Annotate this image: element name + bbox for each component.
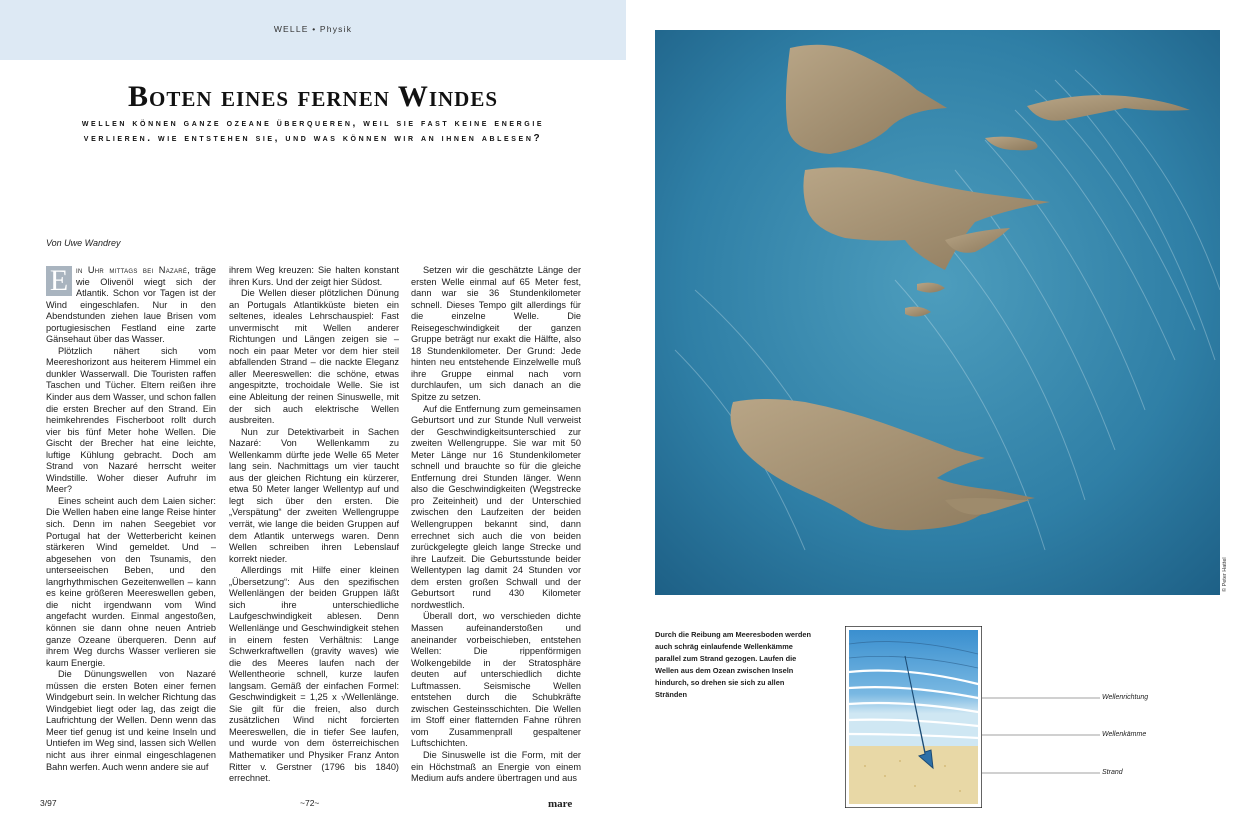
page-number: ~72~	[300, 798, 320, 808]
paragraph: Die Wellen dieser plötzlichen Dünung an Portugals Atlantikküste bieten ein seltenes, ideales Lehrschauspiel: Fast unvermischt mit Wellen anderer Richtungen und Längen zeigen sie – noch ein paar Meter vor dem hier steil abfallenden Strand – die nackte Eleganz aller Meereswellen: die schöne, etwas angespitzte, trochoidale Welle. Sie ist eine Ableitung der reinen Sinuswelle, mit der sich auch elektrische Wellen ausbreiten.	[229, 288, 399, 426]
label-wave-crests: Wellenkämme	[1102, 731, 1147, 738]
paragraph: Die Dünungswellen von Nazaré müssen die ersten Boten einer fernen Windgeburt sein. In welcher Richtung das Windgebiet liegt oder lag, das zeigt die Laufrichtung der Wellen. Denn wenn das Meer tief genug ist und keine Inseln und Untiefen im Weg sind, lassen sich Wellen nicht aus ihrer einmal eingeschlagenen Bahn werfen. Auch wenn andere sie auf	[46, 669, 216, 772]
paragraph: Plötzlich nähert sich vom Meereshorizont aus heiterem Himmel ein dunkler Wasserwall. Die Touristen raffen Taschen und Tücher. Eltern reißen ihre Kinder aus dem Wasser, und schon fallen die ersten Brecher auf den Strand. Ein heimkehrendes Fischerboot rollt durch vier bis fünf Meter hohe Wellen. Die Gischt der Brecher hat eine leichte, luftige Kühlung gebracht. Doch am Strand von Nazaré herrscht weiter Windstille. Woher dieser Aufruhr im Meer?	[46, 345, 216, 495]
text-column-2	[229, 265, 399, 793]
issue-number: 3/97	[40, 798, 57, 808]
paragraph: Die Sinuswelle ist die Form, mit der ein Höchstmaß an Energie von einem Medium aufs andere übertragen und aus	[411, 749, 581, 784]
paragraph: Auf die Entfernung zum gemeinsamen Geburtsort und zur Stunde Null verweist der Geschwindigkeitsunterschied zur zweiten Wellengruppe. Sie war mit 50 Meter Länge nur 16 Stundenkilometer schnell und brauchte so für die gleiche Entfernung drei Stunden länger. Wenn also die Geschwindigkeiten (Wegstrecke pro Zeiteinheit) und der Unterschied zwischen den Laufzeiten der beiden Wellengruppen bekannt sind, dann errechnet sich auch die von beiden zurückgelegte gleich lange Strecke und ihre Laufzeit. Die Geburtsstunde beider Wellentypen lag damit 24 Stunden vor dem ersten großen Schwall und der Geburtsort rund 430 Kilometer nordwestlich.	[411, 403, 581, 610]
wave-diagram-art	[845, 626, 982, 808]
paragraph	[46, 265, 216, 346]
text-column-1	[46, 265, 216, 793]
photo-credit: © Peter Hattel	[1222, 557, 1228, 592]
paragraph: Eines scheint auch dem Laien sicher: Die Wellen haben eine lange Reise hinter sich. Denn im nahen Seegebiet vor Portugal hat der Wetterbericht keinen stärkeren Wind gemeldet. Und – abgesehen von den Tsunamis, den unterseeischen Beben, und den langrhythmischen Gezeitenwellen – kann es keine größeren Meereswellen geben, die nicht irgendwann vom Wind angefacht wurden. Einmal angestoßen, können sie dann ohne neuen Antrieb ganze Ozeane überqueren. Denn auf ihrem Weg durchs Wasser verlieren sie kaum Energie.	[46, 495, 216, 668]
paragraph: Nun zur Detektivarbeit in Sachen Nazaré: Von Wellenkamm zu Wellenkamm dürfte jede Welle 65 Meter lang sein. Nachmittags um vier taucht aus der gleichen Richtung ein kürzerer, etwa 50 Meter langer Wellentyp auf und legt sich über den ersten. Die „Verspätung“ der zweiten Wellengruppe verrät, wie lange die beiden Gruppen auf dem Atlantik unterwegs waren. Denn Wellen schreiben ihren Lebenslauf korrekt nieder.	[229, 426, 399, 564]
byline: Von Uwe Wandrey	[46, 238, 121, 248]
article-title: Boten eines fernen Windes	[127, 80, 499, 113]
drop-cap: E	[46, 266, 72, 296]
paragraph: Überall dort, wo verschieden dichte Massen aufeinanderstoßen und aneinander vorbeischieben, entstehen Wellen: Die rippenförmigen Wolkengebilde in der Stratosphäre deuten auf unterschiedlich dichte Luftmassen. Seismische Wellen entstehen durch die Schubkräfte zwischen Gesteinsschichten. Die Wellen im Stoff einer flatternden Fahne rühren vom Zusammenprall gespaltener Luftschichten.	[411, 611, 581, 749]
section-rubric: WELLE • Physik	[273, 24, 353, 34]
aerial-photo	[655, 30, 1220, 595]
lead-in: in Uhr mittags bei Nazaré,	[76, 265, 191, 275]
aerial-photo-art	[655, 30, 1220, 595]
label-beach: Strand	[1102, 769, 1123, 776]
photo-caption: Durch die Reibung am Meeresboden werden auch schräg einlaufende Wellenkämme parallel zum Strand gezogen. Laufen die Wellen aus dem Ozean zwischen Inseln hindurch, so drehen sie sich zu allen Stränden	[655, 630, 812, 699]
paragraph: Setzen wir die geschätzte Länge der ersten Welle einmal auf 65 Meter fest, dann war sie 36 Stundenkilometer schnell. Dieses Tempo gilt allerdings für die einzelne Welle. Die Reisegeschwindigkeit der ganzen Gruppe beträgt nur exakt die Hälfte, also 18 Stundenkilometer. Der Grund: Jede hinten neu entstehende Einzelwelle muß ihre Gruppe einmal nach vorn durchlaufen, um sich danach an die Spitze zu setzen.	[411, 265, 581, 403]
paragraph: Allerdings mit Hilfe einer kleinen „Übersetzung“: Aus den spezifischen Wellenlängen der beiden Gruppen läßt sich ihre unterschiedliche Laufgeschwindigkeit ablesen. Denn Wellenlänge und Geschwindigkeit stehen in einem festen Verhältnis: Lange Schwerkraftwellen (gravity waves) wie die des Meeres laufen nach der Wellentheorie schnell, kurze laufen langsam. Gemäß der einfachen Formel: Geschwindigkeit = 1,25 x √Wellenlänge. Sie gilt für die freien, also durch zusätzlichen Wind nicht forcierten Meereswellen, die in tiefer See laufen, und wurde von dem österreichischen Mathematiker und Physiker Franz Anton Ritter v. Gerstner (1796 bis 1840) errechnet.	[229, 565, 399, 784]
wave-diagram	[845, 626, 982, 808]
article-dek: wellen können ganze ozeane überqueren, weil sie fast keine energie verlieren. wie entstehen sie, und was können wir an ihnen ablesen?	[81, 118, 545, 144]
magazine-logo: mare	[548, 798, 573, 810]
label-wave-direction: Wellenrichtung	[1102, 694, 1149, 701]
paragraph-text: träge wie Olivenöl wiegt sich der Atlantik. Schon vor Tagen ist der Wind eingeschlafen. Nur in den Abendstunden ziehen laue Brisen vom portugiesischen Festland eine zarte Gänsehaut über das Wasser.	[46, 265, 216, 345]
paragraph: ihrem Weg kreuzen: Sie halten konstant ihren Kurs. Und der zeigt hier Südost.	[229, 265, 399, 287]
text-column-3	[411, 265, 581, 793]
